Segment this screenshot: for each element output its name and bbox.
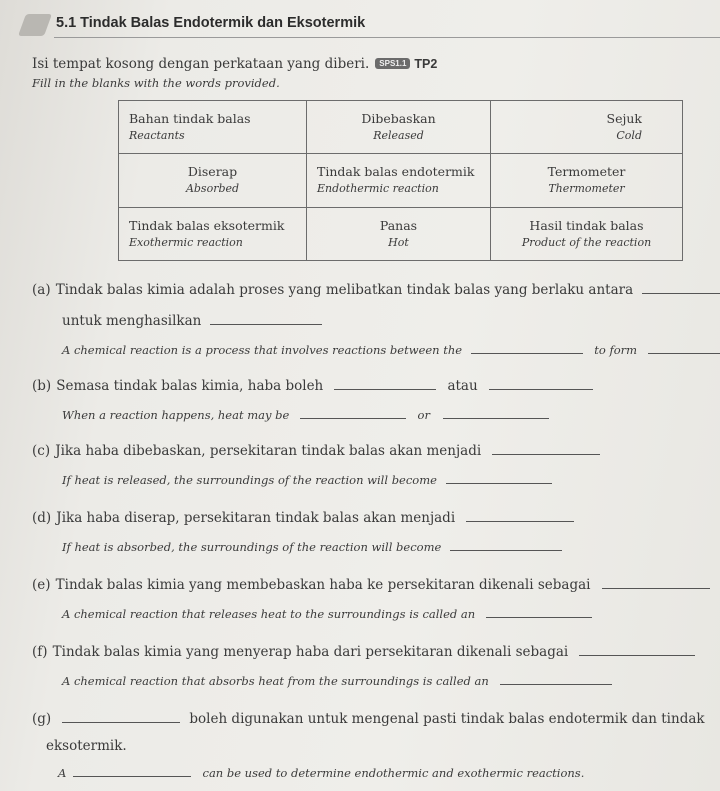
answer-blank[interactable]: [73, 764, 191, 777]
table-cell: Tindak balas eksotermik Exothermic reaction: [119, 207, 307, 260]
answer-blank[interactable]: [648, 341, 720, 354]
table-cell: Bahan tindak balas Reactants: [119, 101, 307, 154]
instruction-english: Fill in the blanks with the words provided.: [32, 76, 280, 90]
table-cell: Hasil tindak balas Product of the reaction: [491, 207, 683, 260]
answer-blank[interactable]: [300, 406, 406, 419]
question-g-english: A can be used to determine endothermic and exothermic reactions.: [58, 766, 585, 780]
question-d-english: If heat is absorbed, the surroundings of the reaction will become: [62, 536, 562, 555]
section-title: 5.1 Tindak Balas Endotermik dan Eksotermik: [56, 15, 366, 31]
table-cell: Panas Hot: [307, 207, 491, 260]
header-divider: [54, 37, 720, 38]
question-e-malay: (e) Tindak balas kimia yang membebaskan haba ke persekitaran dikenali sebagai: [32, 574, 710, 593]
section-header: [0, 10, 720, 44]
question-a-english: A chemical reaction is a process that involves reactions between the to form: [62, 339, 720, 358]
table-cell: Dibebaskan Released: [307, 101, 491, 154]
answer-blank[interactable]: [492, 442, 600, 455]
answer-blank[interactable]: [471, 341, 583, 354]
answer-blank[interactable]: [489, 377, 593, 390]
tp-level: TP2: [414, 57, 438, 71]
question-c-english: If heat is released, the surroundings of the reaction will become: [62, 469, 552, 488]
answer-blank[interactable]: [62, 710, 180, 723]
answer-blank[interactable]: [602, 576, 710, 589]
question-g-malay-cont: eksotermik.: [46, 738, 127, 754]
answer-blank[interactable]: [443, 406, 549, 419]
table-cell: Termometer Thermometer: [491, 154, 683, 207]
answer-blank[interactable]: [500, 672, 612, 685]
word-bank-table: [118, 100, 683, 261]
answer-blank[interactable]: [486, 605, 592, 618]
table-row: [119, 207, 683, 260]
section-badge-icon: [18, 14, 52, 36]
question-e-english: A chemical reaction that releases heat to the surroundings is called an: [62, 603, 592, 622]
answer-blank[interactable]: [210, 312, 322, 325]
table-cell: Sejuk Cold: [491, 101, 683, 154]
answer-blank[interactable]: [466, 509, 574, 522]
answer-blank[interactable]: [450, 538, 562, 551]
question-b-english: When a reaction happens, heat may be or: [62, 404, 549, 423]
instruction-malay: [32, 56, 437, 72]
question-f-malay: (f) Tindak balas kimia yang menyerap haba dari persekitaran dikenali sebagai: [32, 641, 695, 660]
answer-blank[interactable]: [579, 643, 695, 656]
question-a-malay: (a) Tindak balas kimia adalah proses yang melibatkan tindak balas yang berlaku antara: [32, 279, 720, 298]
sps-badge: SPS1.1: [375, 58, 410, 69]
question-f-english: A chemical reaction that absorbs heat from the surroundings is called an: [62, 670, 612, 689]
question-g-malay: (g) boleh digunakan untuk mengenal pasti tindak balas endotermik dan tindak: [32, 711, 705, 727]
answer-blank[interactable]: [446, 471, 552, 484]
table-row: [119, 101, 683, 154]
question-d-malay: (d) Jika haba diserap, persekitaran tindak balas akan menjadi: [32, 507, 574, 526]
table-cell: Tindak balas endotermik Endothermic reaction: [307, 154, 491, 207]
table-cell: Diserap Absorbed: [119, 154, 307, 207]
table-row: [119, 154, 683, 207]
answer-blank[interactable]: [642, 281, 720, 294]
question-a-malay-cont: untuk menghasilkan: [62, 310, 322, 329]
answer-blank[interactable]: [334, 377, 436, 390]
instruction-malay-text: Isi tempat kosong dengan perkataan yang diberi.: [32, 56, 370, 72]
question-b-malay: (b) Semasa tindak balas kimia, haba boleh atau: [32, 375, 593, 394]
question-c-malay: (c) Jika haba dibebaskan, persekitaran tindak balas akan menjadi: [32, 440, 600, 459]
